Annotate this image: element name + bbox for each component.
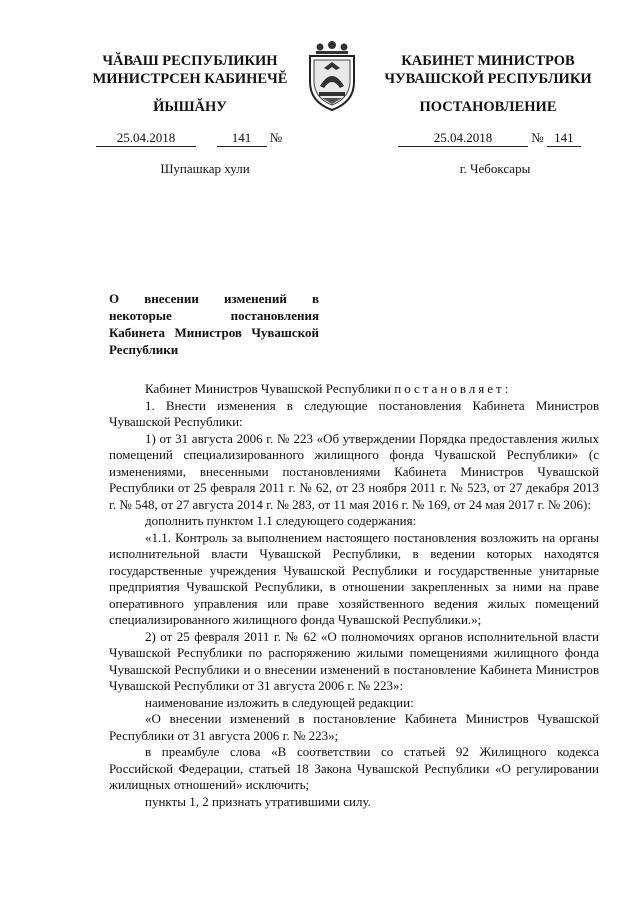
left-date: 25.04.2018 [96,130,196,147]
document-body [109,381,599,810]
body-paragraph: 1. Внести изменения в следующие постановления Кабинета Министров Чувашской Республики: [109,397,599,429]
right-place: г. Чебоксары [459,161,531,176]
right-header-line2: ЧУВАШСКОЙ РЕСПУБЛИКИ [384,71,592,87]
intro-paragraph [109,381,599,398]
intro-prefix: Кабинет Министров Чувашской Республики [145,381,391,396]
body-paragraph: 2) от 25 февраля 2011 г. № 62 «О полномочиях органов исполнительной власти Чувашской Республики по распоряжению жилыми помещениями жилищного фонда Чувашской Республики и о внесении изменений в постановление Кабинета Министров Чувашской Республики от 31 августа 2006 г. № 223»: [109,628,599,693]
right-doc-type: ПОСТАНОВЛЕНИЕ [419,99,557,115]
left-dateline [96,130,316,147]
left-doc-type: ЙЫШĂНУ [153,99,227,115]
right-number-sign: № [531,130,544,145]
body-paragraph: «1.1. Контроль за выполнением настоящего постановления возложить на органы исполнительной власти Чувашской Республики, в ведении которых находятся государственные учреждения Чувашской Республики и государственные унитарные предприятия Чувашской Республики, в отношении закрепленных за ними на праве оперативного управления или праве хозяйственного ведения жилых помещений специализированного жилищного фонда Чувашской Республики.»; [109,529,599,627]
body-paragraph: 1) от 31 августа 2006 г. № 223 «Об утверждении Порядка предоставления жилых помещений специализированного жилищного фонда Чувашской Республики» (с изменениями, внесенными постановлениями Кабинета Министров Чувашской Республики от 25 февраля 2011 г. № 62, от 23 ноября 2011 г. № 523, от 27 декабря 2013 г. № 548, от 27 августа 2014 г. № 283, от 11 мая 2016 г. № 169, от 24 мая 2017 г. № 206): [109,430,599,512]
right-header-line1: КАБИНЕТ МИНИСТРОВ [401,53,575,69]
left-header-line1: ЧĂВАШ РЕСПУБЛИКИН [102,53,278,69]
left-header [90,52,290,88]
intro-verb: постановляет: [394,381,512,396]
left-number: 141 [217,130,267,147]
body-paragraph: дополнить пунктом 1.1 следующего содержания: [145,513,417,528]
left-number-sign: № [269,130,283,145]
right-date: 25.04.2018 [398,130,528,147]
right-number: 141 [547,130,581,147]
right-header [368,52,608,88]
left-place: Шупашкар хули [160,161,250,176]
body-paragraph: пункты 1, 2 признать утратившими силу. [145,793,371,809]
coat-of-arms-icon [302,40,362,114]
body-paragraph: «О внесении изменений в постановление Кабинета Министров Чувашской Республики от 31 августа 2006 г. № 223»; [109,711,599,743]
document-subject: О внесении изменений в некоторые постановления Кабинета Министров Чувашской Республики [109,291,319,357]
left-header-line2: МИНИСТРСЕН КАБИНЕЧĔ [92,71,288,87]
right-dateline [398,130,618,147]
body-paragraph: в преамбуле слова «В соответствии со статьей 92 Жилищного кодекса Российской Федерации, статьей 18 Закона Чувашской Республики «О регулировании жилищных отношений» исключить; [109,744,599,792]
body-paragraph: наименование изложить в следующей редакции: [145,694,414,710]
